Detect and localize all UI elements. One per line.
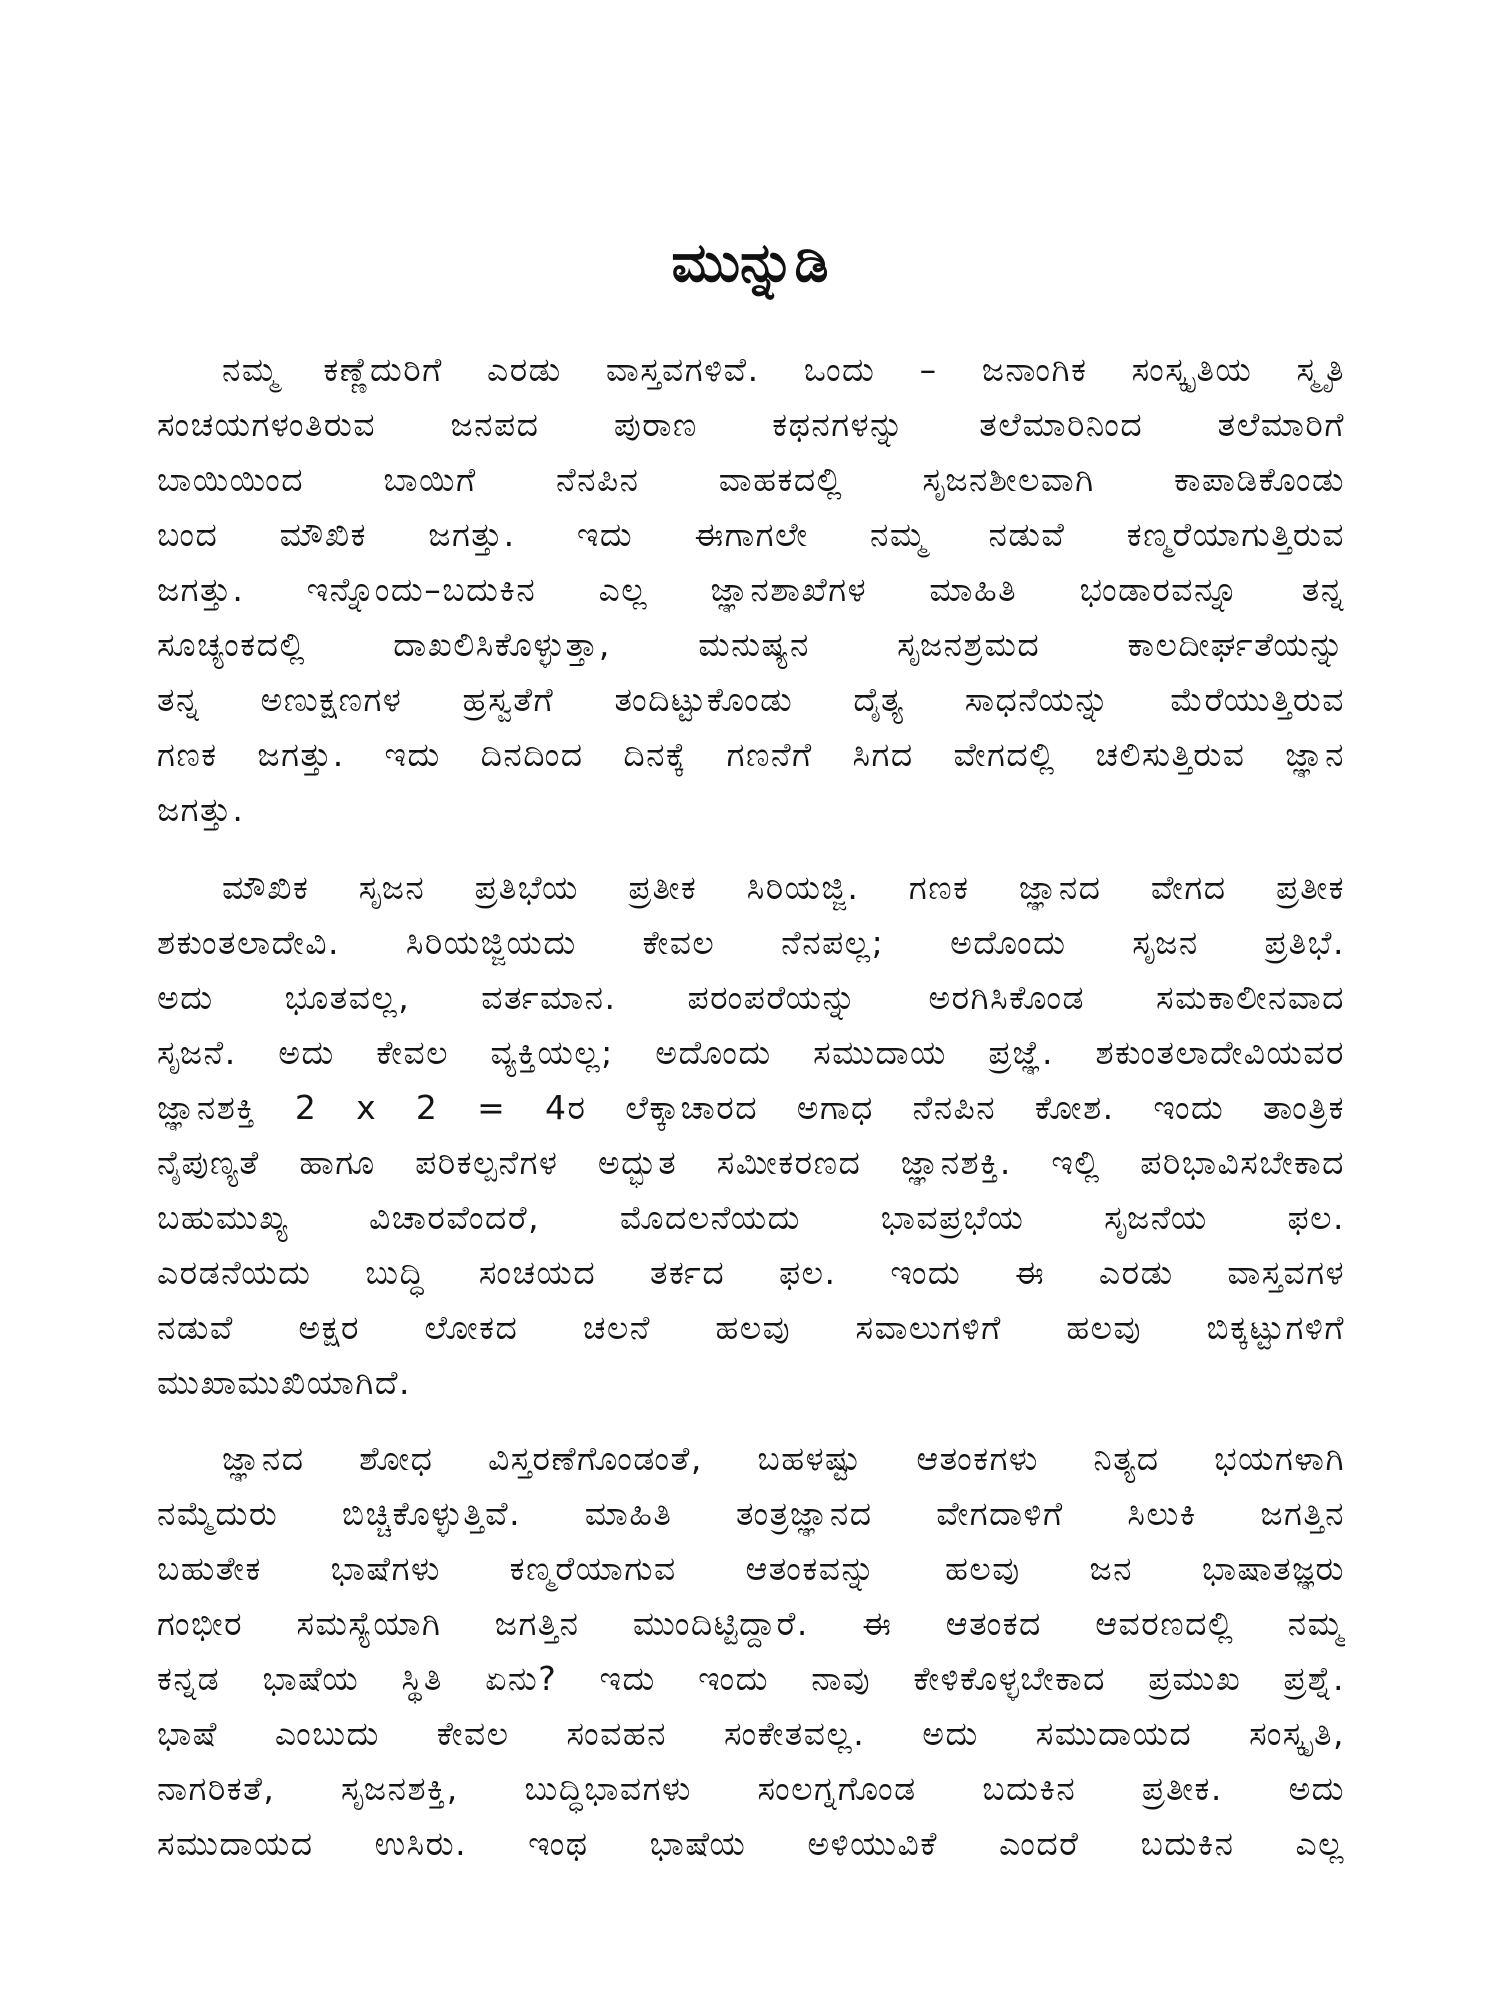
text-line: ಕನ್ನಡ ಭಾಷೆಯ ಸ್ಥಿತಿ ಏನು? ಇದು ಇಂದು ನಾವು ಕೇಳಿಕೊಳ್ಳಬೇಕಾದ ಪ್ರಮುಖ ಪ್ರಶ್ನೆ. bbox=[157, 1659, 1345, 1698]
paragraph-3 bbox=[157, 1431, 1345, 1871]
text-line: ಅದು ಭೂತವಲ್ಲ, ವರ್ತಮಾನ. ಪರಂಪರೆಯನ್ನು ಅರಗಿಸಿಕೊಂಡ ಸಮಕಾಲೀನವಾದ bbox=[157, 978, 1345, 1017]
text-line: ಸಮುದಾಯದ ಉಸಿರು. ಇಂಥ ಭಾಷೆಯ ಅಳಿಯುವಿಕೆ ಎಂದರೆ ಬದುಕಿನ ಎಲ್ಲ bbox=[157, 1824, 1345, 1863]
text-line: ಭಾಷೆ ಎಂಬುದು ಕೇವಲ ಸಂವಹನ ಸಂಕೇತವಲ್ಲ. ಅದು ಸಮುದಾಯದ ಸಂಸ್ಕೃತಿ, bbox=[157, 1714, 1345, 1753]
text-line: ಜಗತ್ತು. bbox=[157, 790, 245, 829]
text-line: ಮುಖಾಮುಖಿಯಾಗಿದೆ. bbox=[157, 1363, 411, 1402]
paragraph-2 bbox=[157, 860, 1345, 1410]
text-line: ನೈಪುಣ್ಯತೆ ಹಾಗೂ ಪರಿಕಲ್ಪನೆಗಳ ಅದ್ಭುತ ಸಮೀಕರಣದ ಜ್ಞಾನಶಕ್ತಿ. ಇಲ್ಲಿ ಪರಿಭಾವಿಸಬೇಕಾದ bbox=[157, 1143, 1345, 1182]
text-line: ಸೂಚ್ಯಂಕದಲ್ಲಿ ದಾಖಲಿಸಿಕೊಳ್ಳುತ್ತಾ, ಮನುಷ್ಯನ ಸೃಜನಶ್ರಮದ ಕಾಲದೀರ್ಘತೆಯನ್ನು bbox=[157, 625, 1345, 664]
text-line: ಜಗತ್ತು. ಇನ್ನೊಂದು–ಬದುಕಿನ ಎಲ್ಲ ಜ್ಞಾನಶಾಖೆಗಳ ಮಾಹಿತಿ ಭಂಡಾರವನ್ನೂ ತನ್ನ bbox=[157, 570, 1345, 609]
text-line: ಸೃಜನೆ. ಅದು ಕೇವಲ ವ್ಯಕ್ತಿಯಲ್ಲ; ಅದೊಂದು ಸಮುದಾಯ ಪ್ರಜ್ಞೆ. ಶಕುಂತಲಾದೇವಿಯವರ bbox=[157, 1033, 1345, 1072]
text-line: ಗಣಕ ಜಗತ್ತು. ಇದು ದಿನದಿಂದ ದಿನಕ್ಕೆ ಗಣನೆಗೆ ಸಿಗದ ವೇಗದಲ್ಲಿ ಚಲಿಸುತ್ತಿರುವ ಜ್ಞಾನ bbox=[157, 735, 1345, 774]
text-line: ನಾಗರಿಕತೆ, ಸೃಜನಶಕ್ತಿ, ಬುದ್ಧಿಭಾವಗಳು ಸಂಲಗ್ನಗೊಂಡ ಬದುಕಿನ ಪ್ರತೀಕ. ಅದು bbox=[157, 1769, 1345, 1808]
text-line: ಬಂದ ಮೌಖಿಕ ಜಗತ್ತು. ಇದು ಈಗಾಗಲೇ ನಮ್ಮ ನಡುವೆ ಕಣ್ಮರೆಯಾಗುತ್ತಿರುವ bbox=[157, 515, 1345, 554]
paragraph-1 bbox=[157, 342, 1345, 837]
text-line: ಬಾಯಿಯಿಂದ ಬಾಯಿಗೆ ನೆನಪಿನ ವಾಹಕದಲ್ಲಿ ಸೃಜನಶೀಲವಾಗಿ ಕಾಪಾಡಿಕೊಂಡು bbox=[157, 460, 1345, 499]
text-line: ಬಹುತೇಕ ಭಾಷೆಗಳು ಕಣ್ಮರೆಯಾಗುವ ಆತಂಕವನ್ನು ಹಲವು ಜನ ಭಾಷಾತಜ್ಞರು bbox=[157, 1549, 1345, 1588]
text-line: ನಮ್ಮ ಕಣ್ಣೆದುರಿಗೆ ಎರಡು ವಾಸ್ತವಗಳಿವೆ. ಒಂದು – ಜನಾಂಗಿಕ ಸಂಸ್ಕೃತಿಯ ಸ್ಮೃತಿ bbox=[222, 350, 1345, 389]
text-line: ಗಂಭೀರ ಸಮಸ್ಯೆಯಾಗಿ ಜಗತ್ತಿನ ಮುಂದಿಟ್ಟಿದ್ದಾರೆ. ಈ ಆತಂಕದ ಆವರಣದಲ್ಲಿ ನಮ್ಮ bbox=[157, 1604, 1345, 1643]
text-line: ಶಕುಂತಲಾದೇವಿ. ಸಿರಿಯಜ್ಜಿಯದು ಕೇವಲ ನೆನಪಲ್ಲ; ಅದೊಂದು ಸೃಜನ ಪ್ರತಿಭೆ. bbox=[157, 923, 1345, 962]
text-line: ನಮ್ಮೆದುರು ಬಿಚ್ಚಿಕೊಳ್ಳುತ್ತಿವೆ. ಮಾಹಿತಿ ತಂತ್ರಜ್ಞಾನದ ವೇಗದಾಳಿಗೆ ಸಿಲುಕಿ ಜಗತ್ತಿನ bbox=[157, 1494, 1345, 1533]
text-line: ಎರಡನೆಯದು ಬುದ್ಧಿ ಸಂಚಯದ ತರ್ಕದ ಫಲ. ಇಂದು ಈ ಎರಡು ವಾಸ್ತವಗಳ bbox=[157, 1253, 1345, 1292]
text-line: ನಡುವೆ ಅಕ್ಷರ ಲೋಕದ ಚಲನೆ ಹಲವು ಸವಾಲುಗಳಿಗೆ ಹಲವು ಬಿಕ್ಕಟ್ಟುಗಳಿಗೆ bbox=[157, 1308, 1345, 1347]
text-line: ಜ್ಞಾನದ ಶೋಧ ವಿಸ್ತರಣೆಗೊಂಡಂತೆ, ಬಹಳಷ್ಟು ಆತಂಕಗಳು ನಿತ್ಯದ ಭಯಗಳಾಗಿ bbox=[222, 1439, 1345, 1478]
text-line: ಸಂಚಯಗಳಂತಿರುವ ಜನಪದ ಪುರಾಣ ಕಥನಗಳನ್ನು ತಲೆಮಾರಿನಿಂದ ತಲೆಮಾರಿಗೆ bbox=[157, 405, 1345, 444]
text-line: ಮೌಖಿಕ ಸೃಜನ ಪ್ರತಿಭೆಯ ಪ್ರತೀಕ ಸಿರಿಯಜ್ಜಿ. ಗಣಕ ಜ್ಞಾನದ ವೇಗದ ಪ್ರತೀಕ bbox=[222, 868, 1345, 907]
text-line: ಬಹುಮುಖ್ಯ ವಿಚಾರವೆಂದರೆ, ಮೊದಲನೆಯದು ಭಾವಪ್ರಭೆಯ ಸೃಜನೆಯ ಫಲ. bbox=[157, 1198, 1345, 1237]
page-title: ಮುನ್ನುಡಿ bbox=[671, 231, 829, 294]
text-line: ತನ್ನ ಅಣುಕ್ಷಣಗಳ ಹ್ರಸ್ವತೆಗೆ ತಂದಿಟ್ಟುಕೊಂಡು ದೈತ್ಯ ಸಾಧನೆಯನ್ನು ಮೆರೆಯುತ್ತಿರುವ bbox=[157, 680, 1345, 719]
text-line: ಜ್ಞಾನಶಕ್ತಿ 2 x 2 = 4ರ ಲೆಕ್ಕಾಚಾರದ ಅಗಾಧ ನೆನಪಿನ ಕೋಶ. ಇಂದು ತಾಂತ್ರಿಕ bbox=[157, 1088, 1345, 1127]
